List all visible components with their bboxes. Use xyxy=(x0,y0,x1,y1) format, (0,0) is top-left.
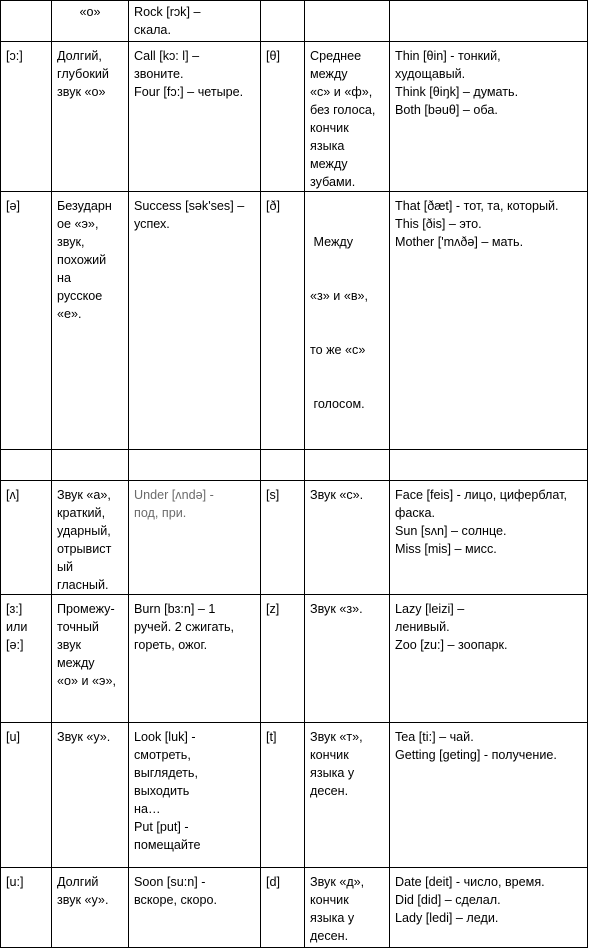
text-line: языка у xyxy=(310,911,355,925)
text-line: Между xyxy=(310,235,354,249)
vowel-symbol-cell xyxy=(1,868,52,948)
consonant-symbol: [t] xyxy=(266,730,277,744)
text-line: краткий, xyxy=(57,506,106,520)
text-line: Did [did] – сделал. xyxy=(395,893,501,907)
vowel-examples-cell xyxy=(129,42,261,192)
consonant-description-cell xyxy=(305,192,390,450)
vowel-symbol-cell xyxy=(1,723,52,868)
text-line: «о» xyxy=(79,5,101,19)
consonant-symbol: [s] xyxy=(266,488,280,502)
vowel-symbol: [u:] xyxy=(6,875,24,889)
consonant-examples-cell xyxy=(390,723,588,868)
vowel-symbol: [ɔ:] xyxy=(6,49,23,63)
text-line: Среднее xyxy=(310,49,362,63)
text-line: Звук «с». xyxy=(310,488,364,502)
consonant-symbol: [d] xyxy=(266,875,281,889)
text-line: скала. xyxy=(134,23,171,37)
text-line: зубами. xyxy=(310,175,356,189)
text-line: русское xyxy=(57,289,103,303)
text-line: Thin [θin] - тонкий, xyxy=(395,49,501,63)
text-line: ручей. 2 сжигать, xyxy=(134,620,235,634)
text-line: Soon [su:n] - xyxy=(134,875,206,889)
text-line: выходить xyxy=(134,784,190,798)
text-line: фаска. xyxy=(395,506,435,520)
text-line: кончик xyxy=(310,748,349,762)
text-line: Call [kɔ: l] – xyxy=(134,49,200,63)
vowel-description-cell xyxy=(52,595,129,723)
consonant-symbol: [θ] xyxy=(266,49,281,63)
vowel-examples-cell xyxy=(129,481,261,595)
consonant-examples-cell xyxy=(390,595,588,723)
text-line: «с» и «ф», xyxy=(310,85,373,99)
vowel-examples-cell xyxy=(129,723,261,868)
vowel-symbol-cell xyxy=(1,192,52,450)
text-line: «е». xyxy=(57,307,82,321)
consonant-symbol-cell xyxy=(261,481,305,595)
text-line: Success [sək'ses] – xyxy=(134,199,245,213)
text-line: Долгий, xyxy=(57,49,102,63)
consonant-symbol-cell xyxy=(261,723,305,868)
text-line: Lazy [leizi] – xyxy=(395,602,465,616)
text-line: на… xyxy=(134,802,161,816)
table-row xyxy=(1,1,588,42)
consonant-symbol: [ð] xyxy=(266,199,281,213)
text-line: Sun [sʌn] – солнце. xyxy=(395,524,507,538)
consonant-symbol-cell xyxy=(261,42,305,192)
text-line: звук «о» xyxy=(57,85,106,99)
consonant-description-cell xyxy=(305,868,390,948)
vowel-symbol: [ɜ:] xyxy=(6,602,23,616)
text-line: Look [luk] - xyxy=(134,730,196,744)
text-line: помещайте xyxy=(134,838,201,852)
text-line: то же «с» xyxy=(310,343,366,357)
vowel-symbol-cell xyxy=(1,481,52,595)
vowel-description-cell xyxy=(52,723,129,868)
text-line: Put [put] - xyxy=(134,820,189,834)
text-line: десен. xyxy=(310,929,349,943)
text-line: выглядеть, xyxy=(134,766,198,780)
vowel-description-cell xyxy=(52,450,129,481)
consonant-symbol-cell xyxy=(261,868,305,948)
text-line: звук, xyxy=(57,235,85,249)
text-line: точный xyxy=(57,620,99,634)
text-line: ленивый. xyxy=(395,620,450,634)
vowel-symbol: [u] xyxy=(6,730,21,744)
consonant-examples-cell xyxy=(390,1,588,42)
text-line: между xyxy=(310,67,348,81)
vowel-description-cell xyxy=(52,1,129,42)
vowel-symbol: [ʌ] xyxy=(6,488,20,502)
text-line: на xyxy=(57,271,71,285)
vowel-description-cell xyxy=(52,192,129,450)
text-line: Getting [geting] - получение. xyxy=(395,748,557,762)
text-line: Date [deit] - число, время. xyxy=(395,875,545,889)
consonant-examples-cell xyxy=(390,192,588,450)
vowel-description-cell xyxy=(52,42,129,192)
consonant-symbol-cell xyxy=(261,595,305,723)
table-row xyxy=(1,192,588,450)
text-line: похожий xyxy=(57,253,107,267)
consonant-examples-cell xyxy=(390,42,588,192)
text-line: Four [fɔ:] – четыре. xyxy=(134,85,244,99)
text-line: звук «у». xyxy=(57,893,109,907)
text-line: Звук «у». xyxy=(57,730,111,744)
table-row xyxy=(1,481,588,595)
text-line: Both [bəuθ] – оба. xyxy=(395,103,498,117)
text-line: языка xyxy=(310,139,345,153)
text-line: вскоре, скоро. xyxy=(134,893,217,907)
consonant-description-cell xyxy=(305,595,390,723)
vowel-examples-cell xyxy=(129,868,261,948)
table-row xyxy=(1,42,588,192)
vowel-examples-cell xyxy=(129,595,261,723)
text-line: «з» и «в», xyxy=(310,289,369,303)
vowel-symbol-alt: [ə:] xyxy=(6,638,24,652)
text-line: звоните. xyxy=(134,67,184,81)
consonant-symbol: [z] xyxy=(266,602,280,616)
consonant-description-cell xyxy=(305,450,390,481)
table-row xyxy=(1,723,588,868)
text-line: или xyxy=(6,620,28,634)
text-line: гореть, ожог. xyxy=(134,638,208,652)
vowel-description-cell xyxy=(52,868,129,948)
consonant-symbol-cell xyxy=(261,192,305,450)
consonant-examples-cell xyxy=(390,868,588,948)
vowel-symbol-cell xyxy=(1,450,52,481)
text-line: между xyxy=(310,157,348,171)
text-line: Zoo [zu:] – зоопарк. xyxy=(395,638,508,652)
text-line: Face [feis] - лицо, циферблат, xyxy=(395,488,567,502)
text-line: That [ðæt] - тот, та, который. xyxy=(395,199,559,213)
text-line: десен. xyxy=(310,784,349,798)
text-line: отрывист xyxy=(57,542,112,556)
text-line: Miss [mis] – мисс. xyxy=(395,542,497,556)
text-line: звук xyxy=(57,638,81,652)
consonant-symbol-cell xyxy=(261,450,305,481)
text-line: Звук «з». xyxy=(310,602,363,616)
table-row xyxy=(1,868,588,948)
text-line: Mother ['mʌðə] – мать. xyxy=(395,235,524,249)
text-line: Rock [rɔk] – xyxy=(134,5,201,19)
consonant-description-cell xyxy=(305,1,390,42)
text-line: Under [ʌndə] - xyxy=(134,488,214,502)
text-line: кончик xyxy=(310,893,349,907)
vowel-description-cell xyxy=(52,481,129,595)
text-line: смотреть, xyxy=(134,748,191,762)
text-line: Think [θiŋk] – думать. xyxy=(395,85,519,99)
text-line: успех. xyxy=(134,217,170,231)
consonant-description-cell xyxy=(305,42,390,192)
text-line: голосом. xyxy=(310,397,365,411)
consonant-examples-cell xyxy=(390,450,588,481)
text-line: Tea [ti:] – чай. xyxy=(395,730,474,744)
consonant-symbol-cell xyxy=(261,1,305,42)
text-line: «о» и «э», xyxy=(57,674,116,688)
text-line: глубокий xyxy=(57,67,109,81)
table-row xyxy=(1,595,588,723)
text-line: кончик xyxy=(310,121,349,135)
table-row xyxy=(1,450,588,481)
vowel-examples-cell xyxy=(129,192,261,450)
text-line: Промежу- xyxy=(57,602,115,616)
text-line: ое «э», xyxy=(57,217,99,231)
text-line: Burn [bɜ:n] – 1 xyxy=(134,602,216,616)
consonant-description-cell xyxy=(305,481,390,595)
text-line: гласный. xyxy=(57,578,109,592)
text-line: языка у xyxy=(310,766,355,780)
text-line: ый xyxy=(57,560,74,574)
text-line: Звук «т», xyxy=(310,730,363,744)
text-line: худощавый. xyxy=(395,67,466,81)
vowel-examples-cell xyxy=(129,450,261,481)
vowel-examples-cell xyxy=(129,1,261,42)
text-line: This [ðis] – это. xyxy=(395,217,482,231)
consonant-examples-cell xyxy=(390,481,588,595)
text-line: Долгий xyxy=(57,875,99,889)
text-line: под, при. xyxy=(134,506,187,520)
consonant-description-cell xyxy=(305,723,390,868)
text-line: Звук «д», xyxy=(310,875,365,889)
text-line: Lady [ledi] – леди. xyxy=(395,911,499,925)
vowel-symbol: [ə] xyxy=(6,199,21,213)
text-line: ударный, xyxy=(57,524,111,538)
text-line: Звук «а», xyxy=(57,488,111,502)
text-line: Безударн xyxy=(57,199,112,213)
vowel-symbol-cell xyxy=(1,595,52,723)
text-line: без голоса, xyxy=(310,103,376,117)
text-line: между xyxy=(57,656,95,670)
vowel-symbol-cell xyxy=(1,42,52,192)
vowel-symbol-cell xyxy=(1,1,52,42)
